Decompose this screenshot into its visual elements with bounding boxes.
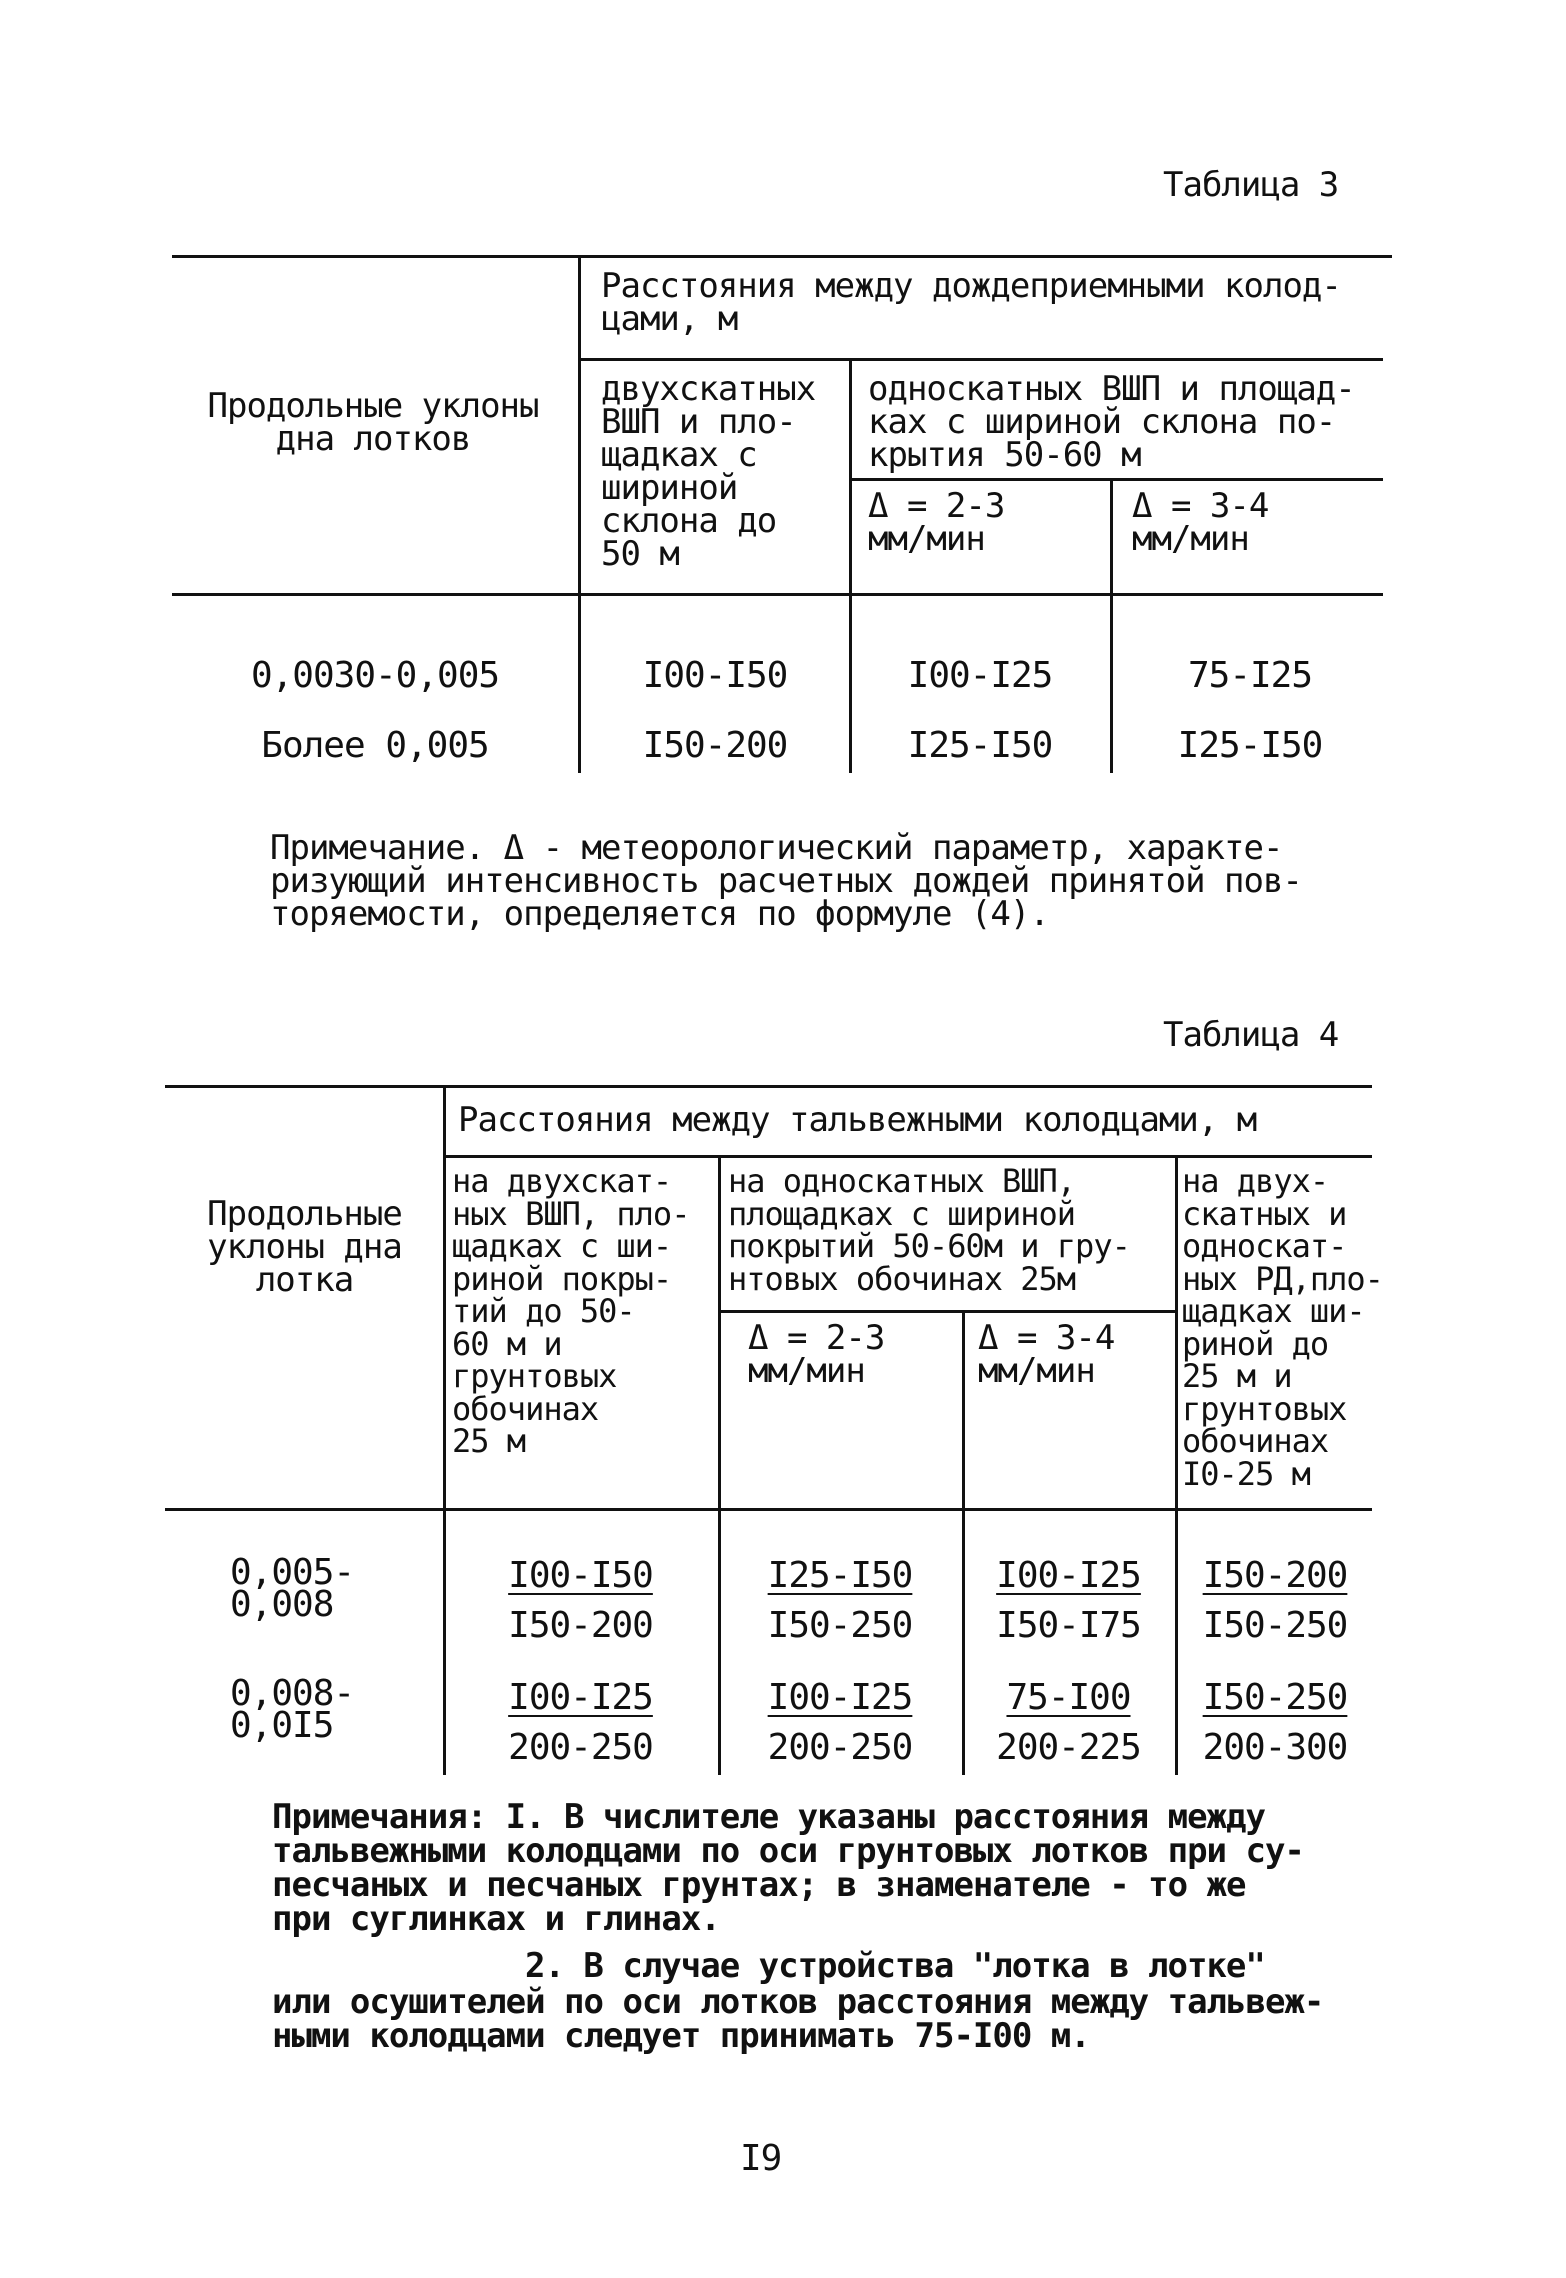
table4-note2: 2. В случае устройства "лотка в лотке" [525, 1946, 1265, 1986]
table4-col-delta2: Δ = 3-4 мм/мин [978, 1318, 1115, 1391]
table4-row2-c4 [1180, 1677, 1370, 1768]
table4-row1-c1-den: I50-200 [508, 1605, 653, 1646]
table4-row2-c4-num: I50-250 [1202, 1677, 1348, 1718]
table4-row1-c1-num: I00-I50 [508, 1555, 653, 1596]
table3-note: Примечание. Δ - метеорологический параметр, характе- ризующий интенсивность расчетных дождей принятой пов- торяемости, определяется по формуле (4). [270, 828, 1302, 934]
table3-col-single: односкатных ВШП и площад- ках с шириной склона по- крытия 50-60 м [868, 369, 1355, 475]
table3-top-rule [172, 255, 1392, 258]
table4-row1-c4-num: I50-200 [1202, 1555, 1348, 1596]
table4-row2-c1-den: 200-250 [508, 1727, 653, 1768]
table4-row2-c2-num: I00-I25 [767, 1677, 913, 1718]
table4-row1-c1 [448, 1555, 713, 1646]
table3-group-header: Расстояния между дождеприемными колод- цами, м [601, 266, 1341, 339]
table4-group-header: Расстояния между тальвежными колодцами, м [458, 1100, 1257, 1140]
table3-row-header: Продольные уклоны дна лотков [207, 386, 539, 459]
table4-row-header: Продольные уклоны дна лотка [207, 1194, 402, 1300]
table4-row2-c2 [722, 1677, 958, 1768]
table4-row1-c3-num: I00-I25 [996, 1555, 1141, 1596]
table3-row1-double: I00-I50 [642, 655, 788, 696]
page-number: I9 [740, 2138, 782, 2179]
table4-row1-c4 [1180, 1555, 1370, 1646]
table4-row2-c4-den: 200-300 [1202, 1727, 1348, 1768]
table3-row1-d2: 75-I25 [1187, 655, 1313, 696]
table4-row2-c2-den: 200-250 [767, 1727, 913, 1768]
table3-row1-d1: I00-I25 [907, 655, 1053, 696]
table4-row1-c3-den: I50-I75 [996, 1605, 1141, 1646]
table4-row1-slope: 0,005- 0,008 [230, 1552, 355, 1625]
table4-row2-c1-num: I00-I25 [508, 1677, 653, 1718]
table4-col-rd: на двух- скатных и односкат- ных РД,пло- щадках ши- риной до 25 м и грунтовых обочинах I0-25 м [1182, 1162, 1383, 1493]
table4-col-delta1: Δ = 2-3 мм/мин [748, 1318, 885, 1391]
table4-col-double: на двухскат- ных ВШП, пло- щадках с ши- риной покры- тий до 50- 60 м и грунтовых обочинах 25 м [452, 1162, 690, 1460]
table4-col-single: на односкатных ВШП, площадках с шириной покрытий 50-60м и гру- нтовых обочинах 25м [728, 1162, 1130, 1298]
table4-top-rule [165, 1085, 1372, 1088]
table3-row2-d1: I25-I50 [907, 725, 1053, 766]
table4-note1: Примечания: I. В числителе указаны расстояния между тальвежными колодцами по оси грунтовых лотков при су- песчаных и песчаных грунтах; в знаменателе - то же при суглинках и глинах. [272, 1797, 1304, 1939]
table4-row2-c3-den: 200-225 [996, 1727, 1141, 1768]
table4-row1-c2-den: I50-250 [767, 1605, 913, 1646]
table4-header-rule [165, 1508, 1372, 1511]
table3-col-delta1: Δ = 2-3 мм/мин [868, 486, 1005, 559]
table4-row2-c1 [448, 1677, 713, 1768]
table3-row2-slope: Более 0,005 [261, 725, 489, 766]
table3-col-delta2: Δ = 3-4 мм/мин [1132, 486, 1269, 559]
table4-title: Таблица 4 [1163, 1015, 1339, 1055]
table3-header-rule [172, 593, 1383, 596]
table3-row2-double: I50-200 [642, 725, 788, 766]
table4-row2-c3-num: 75-I00 [1006, 1677, 1131, 1718]
table4-row1-c2-num: I25-I50 [767, 1555, 913, 1596]
table3-col-double: двухскатных ВШП и пло- щадках с шириной склона до 50 м [601, 369, 816, 574]
table4-row2-slope: 0,008- 0,0I5 [230, 1673, 355, 1746]
table3-row2-d2: I25-I50 [1177, 725, 1323, 766]
table3-row1-slope: 0,0030-0,005 [250, 655, 500, 696]
table4-row1-c2 [722, 1555, 958, 1646]
table4-note2-cont: или осушителей по оси лотков расстояния между тальвеж- ными колодцами следует принимать 75-I00 м. [272, 1982, 1324, 2056]
table4-row1-c3 [966, 1555, 1171, 1646]
table4-row1-c4-den: I50-250 [1202, 1605, 1348, 1646]
table3-title: Таблица 3 [1163, 165, 1339, 205]
table3-divider [578, 255, 581, 773]
table4-row2-c3 [966, 1677, 1171, 1768]
